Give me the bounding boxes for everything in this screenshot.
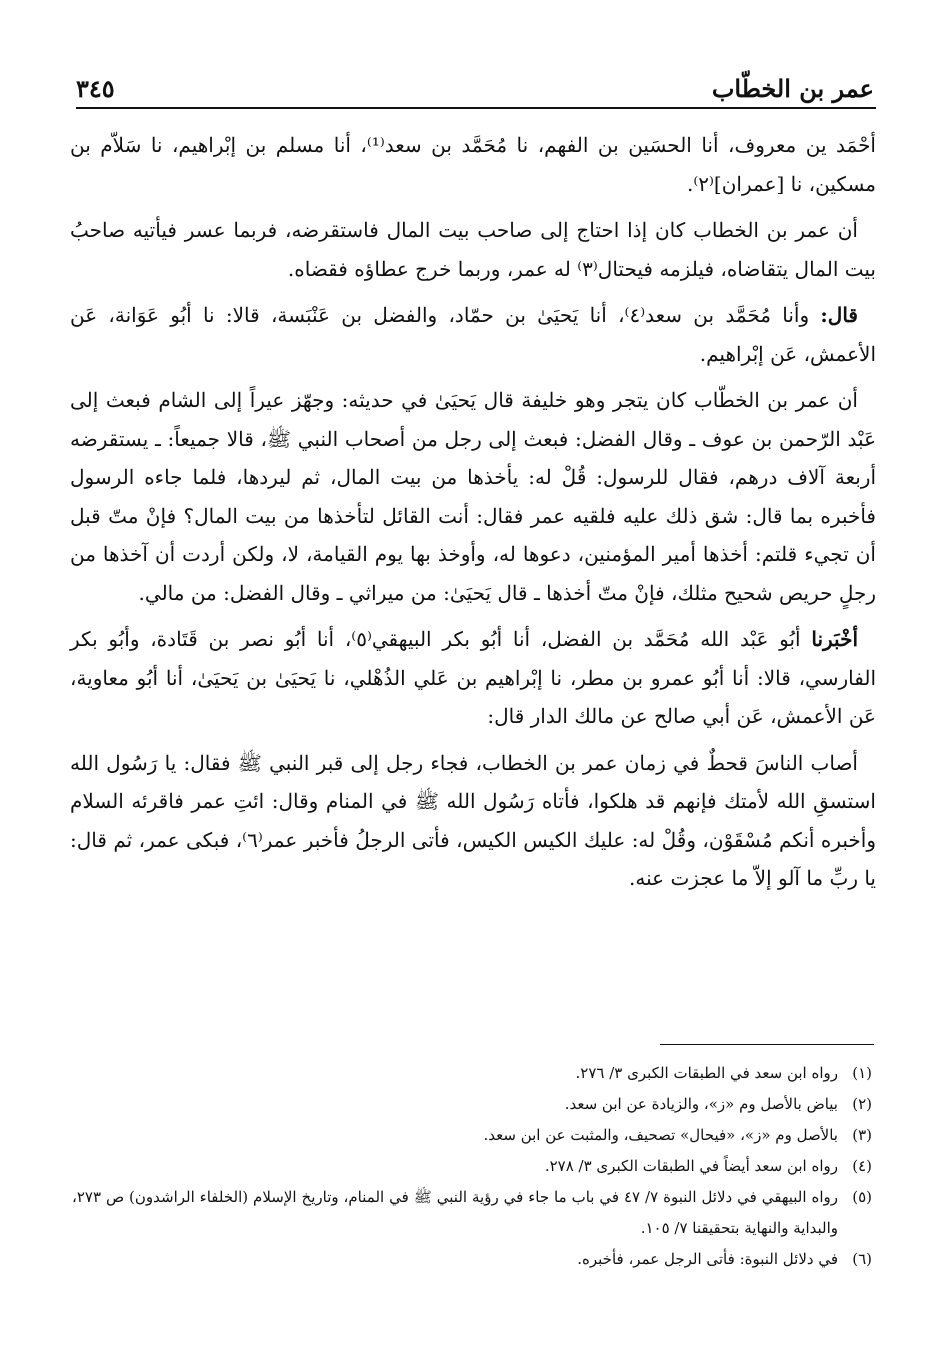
- footnote: (٤) رواه ابن سعد أيضاً في الطبقات الكبرى ٣/ ٢٧٨.: [544, 1157, 872, 1175]
- paragraph-lead-word: قال:: [820, 303, 858, 327]
- footnote-separator: [660, 1044, 874, 1045]
- footnote: (٥) رواه البيهقي في دلائل النبوة ٧/ ٤٧ في باب ما جاء في رؤية النبي ﷺ في المنام، وتاريخ الإسلام (الخلفاء الراشدون) ص ٢٧٣، والبداية والنهاية بتحقيقنا ٧/ ١٠٥.: [72, 1188, 872, 1237]
- header-rule: [76, 107, 876, 109]
- paragraph-isnad-2: قال: وأنا مُحَمَّد بن سعد⁽٤⁾، أنا يَحيَىٰ بن حمّاد، والفضل بن عَنْبَسة، قالا: نا أبُو عَوَانة، عَن الأعمش، عَن إبْراهيم.: [70, 303, 876, 366]
- running-title: عمر بن الخطّاب: [711, 74, 874, 103]
- paragraph-isnad-3: أخْبَرنا أبُو عَبْد الله مُحَمَّد بن الفضل، أنا أبُو بكر البيهقي⁽٥⁾، أنا أبُو نصر بن قَتَادة، وأبُو بكر الفارسي، قالا: أنا أبُو عمرو بن مطر، نا إبْراهيم بن عَلي الذُهْلي، نا يَحيَىٰ بن يَحيَىٰ، أنا أبُو معاوية، عَن الأعمش، عَن أبي صالح عن مالك الدار قال:: [70, 627, 876, 728]
- paragraph-report-1: أن عمر بن الخطاب كان إذا احتاج إلى صاحب بيت المال فاستقرضه، فربما عسر فيأتيه صاحبُ بيت المال يتقاضاه، فيلزمه فيحتال⁽٣⁾ له عمر، وربما خرج عطاؤه فقضاه.: [70, 218, 876, 281]
- paragraph-report-2: أن عمر بن الخطّاب كان يتجر وهو خليفة قال يَحيَىٰ في حديثه: وجهّز عيراً إلى الشام فبعث إلى عَبْد الرّحمن بن عوف ـ وقال الفضل: فبعث إلى رجل من أصحاب النبي ﷺ، قالا جميعاً: ـ يستقرضه أربعة آلاف درهم، فقال للرسول: قُلْ له: يأخذها من بيت المال، ثم ليردها، فلما جاءه الرسول فأخبره بما قال: شق ذلك عليه فلقيه عمر فقال: أنت القائل لتأخذها من بيت المال؟ فإنْ متّ قبل أن تجيء قلتم: أخذها أمير المؤمنين، دعوها له، وأوخذ بها يوم القيامة، لا، ولكن أردت أن آخذها من رجلٍ حريص شحيح مثلك، فإنْ متّ أخذها ـ قال يَحيَىٰ: من ميراثي ـ وقال الفضل: من مالي.: [70, 388, 876, 605]
- main-text: [70, 126, 876, 906]
- paragraph-report-3: أصاب الناسَ قحطٌ في زمان عمر بن الخطاب، فجاء رجل إلى قبر النبي ﷺ فقال: يا رَسُول الله استسقِ الله لأمتك فإنهم قد هلكوا، فأتاه رَسُول الله ﷺ في المنام وقال: ائتِ عمر فاقرئه السلام وأخبره أنكم مُسْقَوْن، وقُلْ له: عليك الكيس الكيس، فأتى الرجلُ فأخبر عمر⁽٦⁾، فبكى عمر، ثم قال: يا ربِّ ما آلو إلاّ ما عجزت عنه.: [70, 750, 876, 890]
- footnote: (٦) في دلائل النبوة: فأتى الرجل عمر، فأخبره.: [577, 1250, 872, 1268]
- footnote: (٢) بياض بالأصل وم «ز»، والزيادة عن ابن سعد.: [564, 1095, 872, 1113]
- page-number: ٣٤٥: [76, 74, 115, 103]
- paragraph-lead-word: أخْبَرنا: [811, 627, 858, 651]
- running-header: [76, 70, 874, 104]
- footnote: (٣) بالأصل وم «ز»، «فيحال» تصحيف، والمثبت عن ابن سعد.: [483, 1126, 872, 1144]
- paragraph-isnad-1: أحْمَد ين معروف، أنا الحسَين بن الفهم، نا مُحَمَّد بن سعد⁽¹⁾، أنا مسلم بن إبْراهيم، نا سَلاّم بن مسكين، نا [عمران]⁽٢⁾.: [70, 133, 876, 196]
- footnotes: [72, 1058, 872, 1275]
- footnote: (١) رواه ابن سعد في الطبقات الكبرى ٣/ ٢٧٦.: [575, 1064, 872, 1082]
